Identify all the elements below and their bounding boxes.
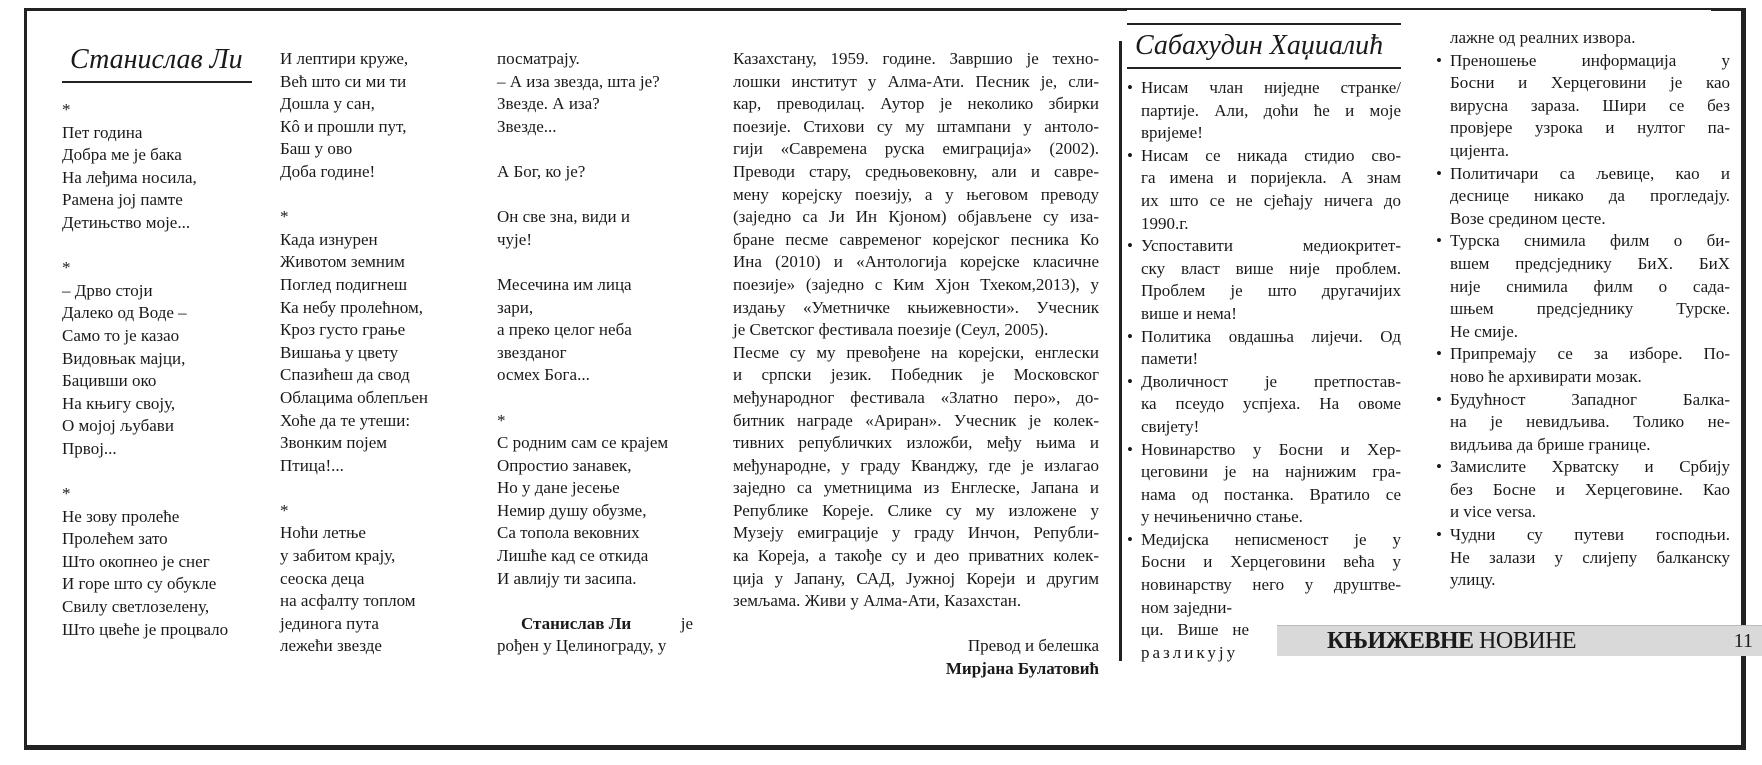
text-line: Баш у ово: [280, 139, 353, 159]
text-line: Хоће да те утеши:: [280, 410, 411, 430]
aphorism-line: нама од постанка. Вратило се: [1141, 484, 1401, 504]
text-line: Не зову пролеће: [62, 506, 180, 526]
aphorism-item: [1436, 50, 1730, 163]
text-line: ка Кореја, а такође су и део приватних колек-: [733, 546, 1099, 566]
text-line: чује!: [497, 229, 532, 249]
text-line: Опростио занавек,: [497, 455, 632, 475]
aphorism-line: • Медијска неписменост је у: [1141, 529, 1401, 549]
text-line: посматрају.: [497, 49, 580, 68]
text-line: је Светског фестивала поезије (Сеул, 2005).: [733, 320, 1049, 340]
text-line: Када изнурен: [280, 229, 378, 249]
aphorism-line: у нечињенично стање.: [1141, 507, 1303, 527]
column-1: [62, 39, 252, 641]
text-line: поезије. Стихови су му штампани у антоло-: [733, 116, 1099, 136]
aphorism-line: Босни и Херцеговини већа у: [1141, 552, 1401, 572]
bio-line: рођен у Целинограду, у: [497, 636, 667, 656]
text-line: Пролећем зато: [62, 529, 168, 549]
text-line: На леђима носила,: [62, 167, 197, 187]
aphorism-line: • Замислите Хрватску и Србију: [1450, 457, 1730, 477]
text-line: Доба године!: [280, 161, 376, 181]
aphorism-line: Не залази у слијепу балканску: [1450, 547, 1730, 567]
text-line: осмех Бога...: [497, 365, 590, 385]
aphorism-line: ци. Више не: [1141, 620, 1249, 640]
aphorism-line: • Припремају се за изборе. По-: [1450, 344, 1730, 364]
text-line: на асфалту топлом: [280, 591, 416, 611]
aphorism-line: ску власт више није проблем.: [1141, 258, 1401, 278]
bio-name: Станислав Ли: [521, 613, 632, 633]
aphorism-line: • Политичари са љевице, као и: [1450, 163, 1730, 183]
text-line: Кроз густо грање: [280, 320, 406, 340]
text-line: лошки институт у Алма-Ати. Песник је, сли-: [733, 71, 1099, 91]
aphorism-item: [1436, 389, 1730, 457]
aphorism-item: [1127, 439, 1401, 529]
aphorism-line: га имена и поријекла. А знам: [1141, 168, 1401, 188]
aphorism-item: [1436, 524, 1730, 592]
text-line: С родним сам се крајем: [497, 433, 669, 453]
aphorism-list: [1127, 77, 1401, 664]
poem-lines: [497, 48, 693, 590]
masthead-footer: [1277, 625, 1762, 656]
text-line: Већ што си ми ти: [280, 71, 407, 91]
aphorism-item: [1127, 77, 1401, 145]
text-line: заједно са уметницима из Енглеске, Јапана и: [733, 478, 1099, 498]
aphorism-item: [1127, 371, 1401, 439]
aphorism-line: Проблем је што другачијих: [1141, 281, 1401, 301]
text-line: Свилу светлозелену,: [62, 597, 210, 617]
text-line: И авлију ти засипа.: [497, 568, 637, 588]
author-heading-stanislav-li: Станислав Ли: [62, 39, 252, 83]
text-line: Ка небу пролећном,: [280, 297, 423, 317]
masthead-title-bold: КЊИЖЕВНЕ: [1327, 628, 1474, 654]
aphorism-item: [1436, 343, 1730, 388]
text-line: А Бог, ко је?: [497, 161, 586, 181]
aphorism-line: улицу.: [1450, 570, 1496, 590]
aphorism-item: [1127, 326, 1401, 371]
aphorism-line: цијента.: [1450, 140, 1509, 160]
blank-line: [62, 461, 252, 484]
biography-text: [733, 48, 1099, 613]
asterisk-separator: *: [62, 484, 71, 504]
aphorism-line: разликују: [1141, 642, 1239, 662]
text-line: Звезде. А иза?: [497, 94, 600, 114]
text-line: међународног фестивала «Златно перо», до-: [733, 387, 1099, 407]
text-line: Ноћи летње: [280, 523, 366, 543]
text-line: Што цвеће је процвало: [62, 619, 229, 639]
aphorism-line: новинарству него у друштве-: [1141, 575, 1401, 595]
newspaper-page: [24, 8, 1753, 750]
text-line: Пет година: [62, 122, 143, 142]
column-3: [497, 48, 693, 658]
aphorism-line: • Преношење информација у: [1450, 50, 1730, 70]
top-gap: [1127, 10, 1711, 12]
continued-line: лажне од реалних извора.: [1450, 28, 1636, 47]
text-line: Видовњак мајци,: [62, 348, 186, 368]
column-2: [280, 48, 470, 658]
text-line: Са топола вековних: [497, 523, 640, 543]
author-heading-sabahudin-hadzialic: Сабахудин Хаџиалић: [1127, 23, 1401, 69]
masthead-title: [1327, 627, 1576, 655]
page-number: 11: [1733, 630, 1753, 652]
text-line: Вишања у цвету: [280, 342, 399, 362]
text-line: Звонким појем: [280, 433, 388, 453]
text-line: кар, преводилац. Аутор је неколико збирки: [733, 94, 1099, 114]
aphorism-item: [1436, 163, 1730, 231]
column-6: [1436, 27, 1730, 592]
text-line: тивних републичких изложби, међу њима и: [733, 433, 1099, 453]
text-line: (заједно са Ји Ин Кјоном) објављене су иза-: [733, 207, 1099, 227]
aphorism-line: памети!: [1141, 349, 1199, 369]
blank-line: [62, 235, 252, 258]
aphorism-line: • Политика овдашња лијечи. Од: [1141, 326, 1401, 346]
text-line: Републике Кореје. Слике су му изложене у: [733, 500, 1099, 520]
aphorism-line: деснице никако да прогледају.: [1450, 186, 1730, 206]
aphorism-line: више и нема!: [1141, 303, 1237, 323]
column-divider: [1119, 41, 1122, 661]
asterisk-separator: *: [280, 207, 289, 227]
text-line: Лишће кад се откида: [497, 546, 649, 566]
blank-line: [497, 138, 693, 161]
text-line: Што окопнео је снег: [62, 551, 210, 571]
bio-intro-rest: је: [680, 613, 693, 633]
text-line: Бацивши око: [62, 371, 157, 391]
aphorism-line: није снимила филм о сада-: [1450, 276, 1730, 296]
aphorism-line: • Новинарство у Босни и Хер-: [1141, 439, 1401, 459]
aphorism-item: [1127, 145, 1401, 235]
aphorism-line: шњем предсједнику Турске.: [1450, 299, 1730, 319]
aphorism-line: видљива да брише границе.: [1450, 434, 1651, 454]
column-4-biography: [733, 48, 1099, 681]
text-line: Првој...: [62, 438, 117, 458]
asterisk-separator: *: [280, 500, 289, 520]
text-line: Преводи стару, средњовековну, али и савре-: [733, 161, 1099, 181]
text-line: Животом земним: [280, 252, 405, 272]
aphorism-line: • Дволичност је претпостав-: [1141, 371, 1401, 391]
text-line: Казахстану, 1959. године. Завршио је техно-: [733, 49, 1099, 68]
aphorism-line: и vice versa.: [1450, 502, 1537, 522]
text-line: и српски језик. Победник је Московског: [733, 365, 1099, 385]
aphorism-list: [1436, 50, 1730, 592]
text-line: Птица!...: [280, 455, 344, 475]
aphorism-line: вирусна зараза. Шири се без: [1450, 95, 1730, 115]
poem-lines: [62, 99, 252, 641]
aphorism-line: ка псеудо успјеха. На овоме: [1141, 394, 1401, 414]
aphorism-item: [1127, 235, 1401, 325]
blank-line: [497, 184, 693, 207]
text-line: Добра ме је бака: [62, 145, 182, 165]
aphorism-line: • Чудни су путеви господњи.: [1450, 525, 1730, 545]
text-line: битник награде «Ариран». Учесник је колек-: [733, 410, 1099, 430]
text-line: Музеју емиграције у граду Инчон, Републи-: [733, 523, 1099, 543]
aphorism-line: без Босне и Херцеговине. Као: [1450, 479, 1730, 499]
text-line: сеоска деца: [280, 568, 365, 588]
aphorism-line: провјере узрока и нултог па-: [1450, 118, 1730, 138]
text-line: бране песме савременог корејског песника Ко: [733, 229, 1099, 249]
aphorism-line: • Будућност Западног Балка-: [1450, 389, 1730, 409]
poem-lines: [280, 48, 470, 658]
text-line: – Дрво стоји: [62, 280, 153, 300]
aphorism-line: свијету!: [1141, 416, 1200, 436]
aphorism-line: • Успоставити медиокритет-: [1141, 236, 1401, 256]
text-line: јединога пута: [280, 613, 379, 633]
aphorism-line: Босни и Херцеговини је као: [1450, 73, 1730, 93]
text-line: Само то је казао: [62, 325, 180, 345]
text-line: звезданог: [497, 342, 567, 362]
text-line: Дошла у сан,: [280, 94, 375, 114]
text-line: лежећи звезде: [280, 636, 382, 656]
text-line: Песме су му превођене на корејски, енглески: [733, 342, 1099, 362]
aphorism-line: • Турска снимила филм о би-: [1450, 231, 1730, 251]
aphorism-line: Не смије.: [1450, 321, 1518, 341]
text-line: Месечина им лица: [497, 274, 632, 294]
aphorism-line: цеговини је на најнижим гра-: [1141, 462, 1401, 482]
text-line: Рамена јој памте: [62, 190, 183, 210]
translator-name: Мирјана Булатовић: [945, 659, 1099, 679]
text-line: међународне, у граду Кванджу, где је излагао: [733, 455, 1099, 475]
text-line: а преко целог неба: [497, 320, 632, 340]
text-line: Он све зна, види и: [497, 207, 630, 227]
asterisk-separator: *: [497, 410, 506, 430]
text-line: Поглед подигнеш: [280, 274, 408, 294]
text-line: Кô и прошли пут,: [280, 116, 407, 136]
text-line: Ина (2010) и «Антологија корејске класичне: [733, 252, 1099, 272]
text-line: Но у дане јесење: [497, 478, 620, 498]
text-line: Облацима облепљен: [280, 387, 429, 407]
text-line: мену корејску поезију, а у његовом преводу: [733, 184, 1099, 204]
text-line: Детињство моје...: [62, 212, 191, 232]
aphorism-line: вријеме!: [1141, 123, 1203, 143]
text-line: зари,: [497, 297, 534, 317]
aphorism-line: их што се не сјећају ничега до: [1141, 190, 1401, 210]
aphorism-item: [1436, 456, 1730, 524]
translation-credit-label: Превод и белешка: [967, 636, 1099, 656]
text-line: у забитом крају,: [280, 546, 396, 566]
text-line: издању «Уметничке књижевности». Учесник: [733, 297, 1099, 317]
bio-intro: [497, 613, 693, 636]
aphorism-line: партије. Али, доћи ће и моје: [1141, 100, 1401, 120]
blank-line: [280, 477, 470, 500]
asterisk-separator: *: [62, 100, 71, 119]
aphorism-line: ново ће архивирати мозак.: [1450, 366, 1642, 386]
text-line: На књигу своју,: [62, 393, 176, 413]
masthead-title-rest: НОВИНЕ: [1473, 628, 1577, 654]
text-line: О мојој љубави: [62, 416, 174, 436]
aphorism-line: • Нисам се никада стидио сво-: [1141, 145, 1401, 165]
text-line: И горе што су обукле: [62, 574, 217, 594]
text-line: поезије» (заједно с Ким Хјон Тхеком,2013), у: [733, 274, 1099, 294]
aphorism-line: ном заједни-: [1141, 597, 1233, 617]
aphorism-line: вшем предсједнику БиХ. БиХ: [1450, 253, 1730, 273]
asterisk-separator: *: [62, 258, 71, 278]
text-line: ција у Јапану, САД, Јужној Кореји и другим: [733, 568, 1099, 588]
text-line: гији «Савремена руска емиграција» (2002).: [733, 139, 1099, 159]
aphorism-line: Возе средином цесте.: [1450, 208, 1606, 228]
aphorism-item: [1436, 230, 1730, 343]
blank-line: [497, 251, 693, 274]
text-line: Далеко од Воде –: [62, 303, 187, 323]
text-line: Спазићеш да свод: [280, 365, 410, 385]
aphorism-line: на је невидљива. Толико не-: [1450, 412, 1730, 432]
aphorism-line: 1990.г.: [1141, 213, 1189, 233]
aphorism-line: • Нисам члан ниједне странке/: [1141, 78, 1401, 97]
text-line: земљама. Живи у Алма-Ати, Казахстан.: [733, 591, 1022, 611]
column-5: [1127, 23, 1401, 664]
text-line: Немир душу обузме,: [497, 500, 647, 520]
text-line: Звезде...: [497, 116, 557, 136]
text-line: – А иза звезда, шта је?: [497, 71, 660, 91]
blank-line: [497, 387, 693, 410]
blank-line: [280, 184, 470, 207]
text-line: И лептири круже,: [280, 49, 409, 68]
